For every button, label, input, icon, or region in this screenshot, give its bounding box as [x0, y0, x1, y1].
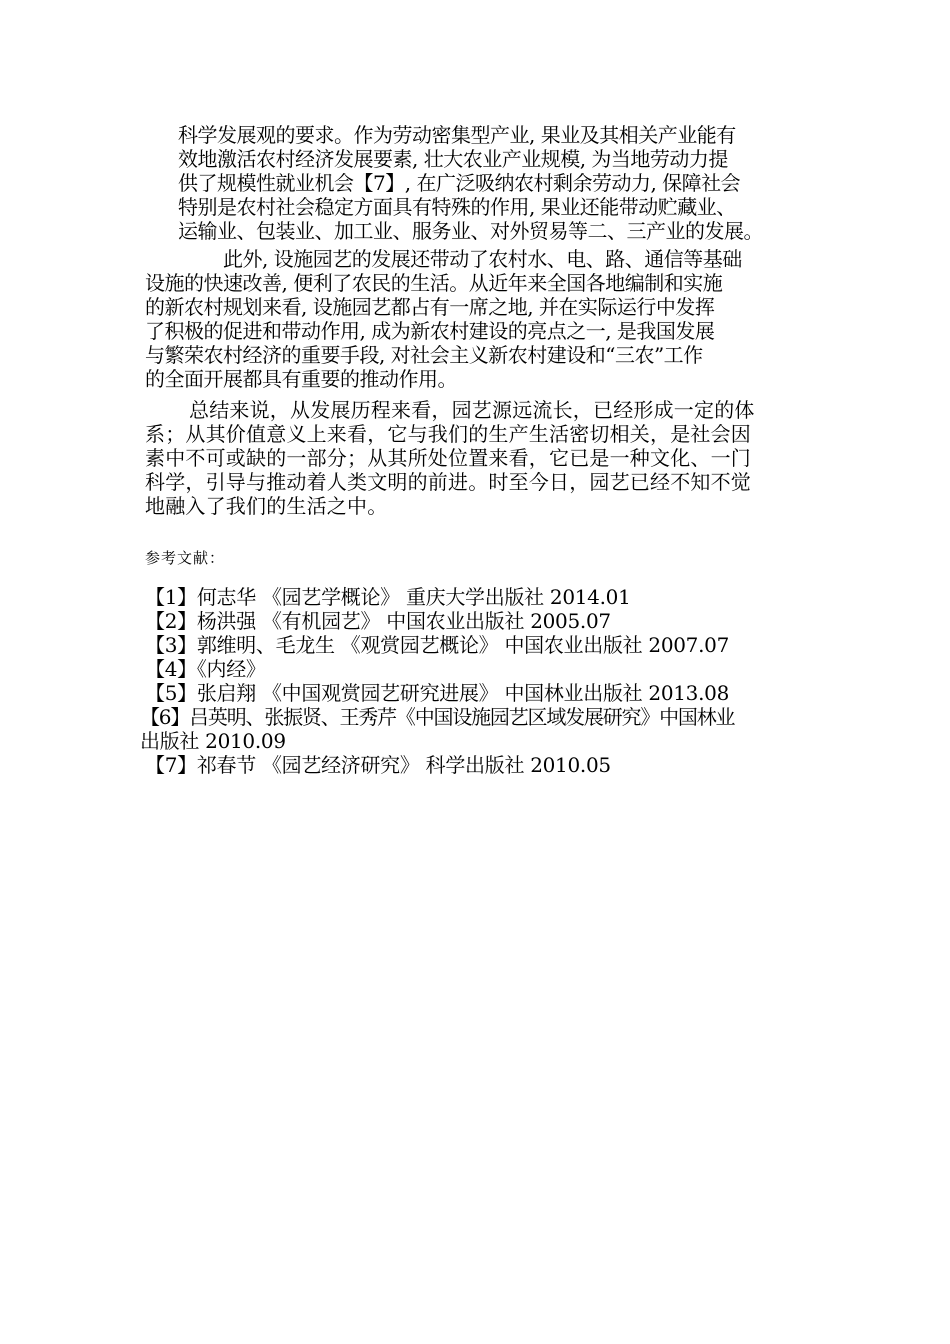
paragraph-line: 了积极的促进和带动作用, 成为新农村建设的亮点之一, 是我国发展 [145, 319, 715, 343]
reference-item: 【7】祁春节 《园艺经济研究》 科学出版社 2010.05 [145, 753, 611, 777]
paragraph-line: 效地激活农村经济发展要素, 壮大农业产业规模, 为当地劳动力提 [178, 147, 728, 171]
paragraph-line: 与繁荣农村经济的重要手段, 对社会主义新农村建设和“三农”工作 [145, 343, 703, 367]
reference-item: 【6】吕英明、张振贤、王秀芹《中国设施园艺区域发展研究》中国林业 [140, 705, 735, 729]
paragraph-line: 科学，引导与推动着人类文明的前进。时至今日，园艺已经不知不觉 [145, 470, 751, 494]
reference-item: 【2】杨洪强 《有机园艺》 中国农业出版社 2005.07 [145, 609, 611, 633]
paragraph-line: 设施的快速改善, 便利了农民的生活。从近年来全国各地编制和实施 [145, 271, 723, 295]
body-paragraph-3 [145, 398, 810, 518]
reference-item: 【4】《内经》 [145, 657, 266, 681]
body-paragraph-2 [145, 247, 810, 391]
paragraph-line: 地融入了我们的生活之中。 [145, 494, 388, 518]
paragraph-line: 运输业、包装业、加工业、服务业、对外贸易等二、三产业的发展。 [178, 219, 763, 243]
reference-item-continuation: 出版社 2010.09 [140, 729, 286, 753]
body-paragraph-1 [145, 123, 810, 243]
paragraph-line: 的全面开展都具有重要的推动作用。 [145, 367, 457, 391]
paragraph-line: 供了规模性就业机会【7】, 在广泛吸纳农村剩余劳动力, 保障社会 [178, 171, 741, 195]
paragraph-line: 总结来说，从发展历程来看，园艺源远流长，已经形成一定的体 [189, 398, 755, 422]
reference-item: 【3】郭维明、毛龙生 《观赏园艺概论》 中国农业出版社 2007.07 [145, 633, 730, 657]
references-list [140, 585, 815, 777]
reference-item: 【5】张启翔 《中国观赏园艺研究进展》 中国林业出版社 2013.08 [145, 681, 730, 705]
paragraph-line: 系；从其价值意义上来看，它与我们的生产生活密切相关，是社会因 [145, 422, 751, 446]
paragraph-line: 特别是农村社会稳定方面具有特殊的作用, 果业还能带动贮藏业、 [178, 195, 736, 219]
reference-item: 【1】何志华 《园艺学概论》 重庆大学出版社 2014.01 [145, 585, 631, 609]
paragraph-line: 科学发展观的要求。作为劳动密集型产业, 果业及其相关产业能有 [178, 123, 736, 147]
paragraph-line: 此外, 设施园艺的发展还带动了农村水、电、路、通信等基础 [223, 247, 742, 271]
paragraph-line: 的新农村规划来看, 设施园艺都占有一席之地, 并在实际运行中发挥 [145, 295, 715, 319]
paragraph-line: 素中不可或缺的一部分；从其所处位置来看，它已是一种文化、一门 [145, 446, 751, 470]
references-heading: 参考文献： [145, 549, 226, 567]
